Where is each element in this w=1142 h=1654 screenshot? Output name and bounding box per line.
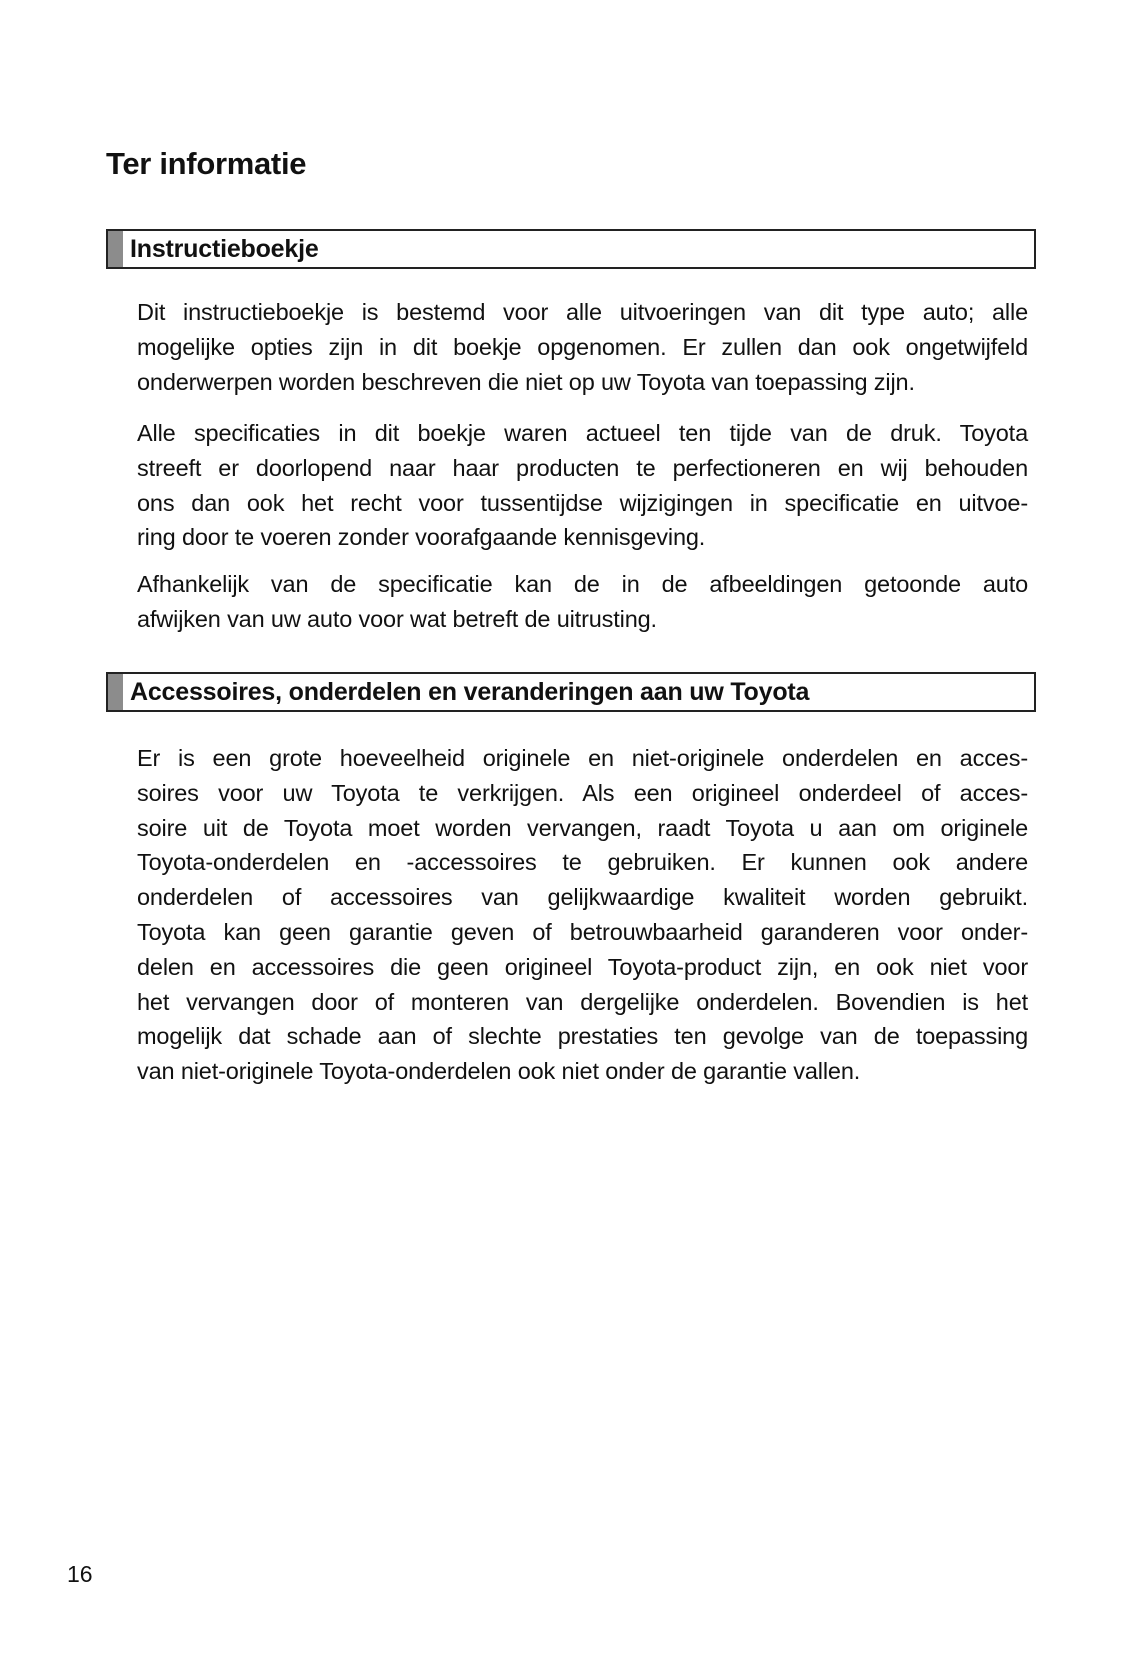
text-line: ring door te voeren zonder voorafgaande kennisgeving.: [137, 524, 706, 551]
text-line: ons dan ook het recht voor tussentijdse wijzigingen in specificatie en uitvoe-: [137, 489, 1028, 516]
text-line: het vervangen door of monteren van dergelijke onderdelen. Bovendien is het: [137, 988, 1028, 1015]
text-line: afwijken van uw auto voor wat betreft de uitrusting.: [137, 605, 657, 632]
text-line: soires voor uw Toyota te verkrijgen. Als een origineel onderdeel of acces-: [137, 779, 1028, 806]
text-line: Er is een grote hoeveelheid originele en niet-originele onderdelen en acces-: [137, 745, 1028, 771]
text-line: soire uit de Toyota moet worden vervangen, raadt Toyota u aan om originele: [137, 814, 1028, 841]
section-marker-bar: [108, 231, 123, 267]
section-header-accessoires: [106, 672, 1036, 712]
section-marker-bar: [108, 674, 123, 710]
text-line: delen en accessoires die geen origineel Toyota-product zijn, en ook niet voor: [137, 953, 1028, 980]
text-line: Afhankelijk van de specificatie kan de in de afbeeldingen getoonde auto: [137, 571, 1028, 597]
text-line: mogelijk dat schade aan of slechte prestaties ten gevolge van de toepassing: [137, 1023, 1028, 1050]
text-line: mogelijke opties zijn in dit boekje opgenomen. Er zullen dan ook ongetwijfeld: [137, 333, 1028, 360]
text-line: onderdelen of accessoires van gelijkwaardige kwaliteit worden gebruikt.: [137, 884, 1028, 911]
text-line: Toyota-onderdelen en -accessoires te gebruiken. Er kunnen ook andere: [137, 849, 1028, 876]
section-header-instructieboekje: [106, 229, 1036, 269]
text-line: onderwerpen worden beschreven die niet op uw Toyota van toepassing zijn.: [137, 368, 915, 395]
page-number: 16: [67, 1561, 93, 1587]
section-heading: Instructieboekje: [130, 234, 319, 263]
text-line: Toyota kan geen garantie geven of betrouwbaarheid garanderen voor onder-: [137, 918, 1028, 945]
paragraph-specifications: [137, 416, 1028, 555]
paragraph-illustrations: [137, 567, 1028, 637]
paragraph-instructieboekje-scope: [137, 295, 1028, 399]
paragraph-accessoires: [137, 741, 1028, 1089]
section-heading: Accessoires, onderdelen en veranderingen aan uw Toyota: [130, 677, 810, 706]
text-line: streeft er doorlopend naar haar producten te perfectioneren en wij behouden: [137, 454, 1028, 481]
text-line: van niet-originele Toyota-onderdelen ook niet onder de garantie vallen.: [137, 1058, 861, 1085]
page-title: Ter informatie: [106, 146, 307, 181]
text-line: Alle specificaties in dit boekje waren actueel ten tijde van de druk. Toyota: [137, 420, 1028, 446]
text-line: Dit instructieboekje is bestemd voor alle uitvoeringen van dit type auto; alle: [137, 299, 1028, 325]
